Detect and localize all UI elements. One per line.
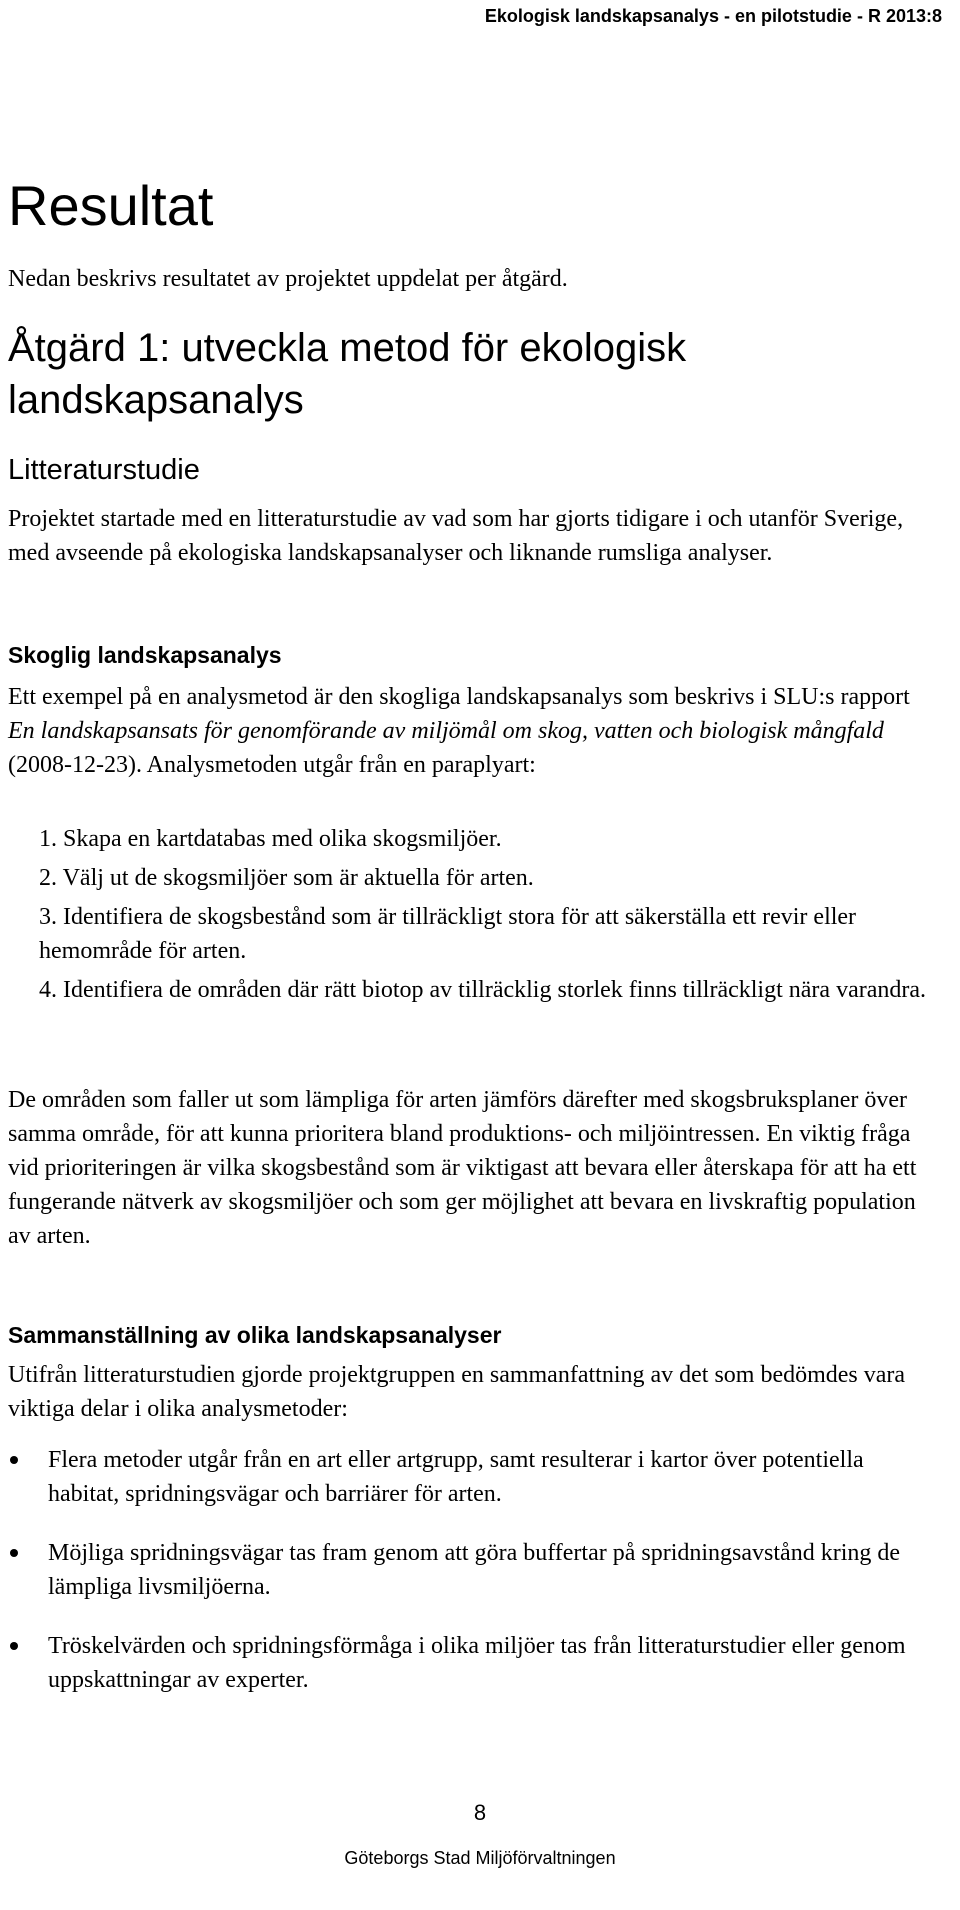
- skoglig-paragraph: [8, 680, 938, 782]
- list-item: [8, 1443, 938, 1511]
- bullet-text: Möjliga spridningsvägar tas fram genom att göra buffertar på spridningsavstånd kring de lämpliga livsmiljöerna.: [48, 1540, 901, 1600]
- step-text: Identifiera de områden där rätt biotop av tillräcklig storlek finns tillräckligt nära varandra.: [63, 977, 927, 1003]
- sammanstallning-paragraph: Utifrån litteraturstudien gjorde projektgruppen en sammanfattning av det som bedömdes vara viktiga delar i olika analysmetoder:: [8, 1362, 906, 1422]
- page-number: 8: [473, 1800, 487, 1825]
- intro-paragraph: Nedan beskrivs resultatet av projektet uppdelat per åtgärd.: [8, 266, 568, 292]
- step-text: Skapa en kartdatabas med olika skogsmiljöer.: [63, 826, 502, 852]
- step-text: Identifiera de skogsbestånd som är tillräckligt stora för att säkerställa ett revir eller hemområde för arten.: [39, 904, 857, 964]
- litteratur-paragraph: Projektet startade med en litteraturstudie av vad som har gjorts tidigare i och utanför Sverige, med avseende på ekologiska landskapsanalyser och liknande rumsliga analyser.: [8, 506, 904, 566]
- skoglig-after-paragraph: De områden som faller ut som lämpliga för arten jämförs därefter med skogsbruksplaner över samma område, för att kunna prioritera bland produktions- och miljöintressen. En viktig fråga vid prioriteringen är vilka skogsbestånd som är viktigast att bevara eller återskapa för att ha ett fungerande nätverk av skogsmiljöer och som ger möjlighet att bevara en livskraftig population av arten.: [8, 1087, 917, 1249]
- steps-list: [39, 822, 929, 1012]
- bullet-icon: [10, 1456, 18, 1464]
- list-item: [39, 900, 929, 968]
- bullet-text: Tröskelvärden och spridningsförmåga i olika miljöer tas från litteraturstudier eller genom uppskattningar av experter.: [48, 1633, 906, 1693]
- step-text: Välj ut de skogsmiljöer som är aktuella för arten.: [62, 865, 534, 891]
- bullet-list: [8, 1443, 938, 1722]
- bullet-icon: [10, 1549, 18, 1557]
- skoglig-text-part1: Ett exempel på en analysmetod är den skogliga landskapsanalys som beskrivs i SLU:s rapport: [8, 684, 910, 710]
- footer-organization: Göteborgs Stad Miljöförvaltningen: [344, 1848, 616, 1868]
- bullet-text: Flera metoder utgår från en art eller artgrupp, samt resulterar i kartor över potentiella habitat, spridningsvägar och barriärer för arten.: [48, 1447, 864, 1507]
- step-number: 4.: [39, 977, 57, 1003]
- step-number: 2.: [39, 865, 57, 891]
- step-number: 3.: [39, 904, 57, 930]
- list-item: [8, 1536, 938, 1604]
- list-item: [39, 973, 929, 1007]
- heading-resultat: Resultat: [8, 174, 214, 237]
- heading-litteraturstudie: Litteraturstudie: [8, 454, 200, 486]
- heading-sammanstallning: Sammanställning av olika landskapsanalyser: [8, 1322, 502, 1348]
- report-title: En landskapsansats för genomförande av miljömål om skog, vatten och biologisk mångfald: [8, 718, 884, 744]
- heading-atgard-1: Åtgärd 1: utveckla metod för ekologisk landskapsanalys: [8, 326, 687, 422]
- list-item: [8, 1629, 938, 1697]
- bullet-icon: [10, 1642, 18, 1650]
- step-number: 1.: [39, 826, 57, 852]
- running-header: Ekologisk landskapsanalys - en pilotstudie - R 2013:8: [484, 6, 942, 26]
- skoglig-text-part2: (2008-12-23). Analysmetoden utgår från en paraplyart:: [8, 752, 536, 778]
- list-item: [39, 861, 929, 895]
- list-item: [39, 822, 929, 856]
- heading-skoglig-landskapsanalys: Skoglig landskapsanalys: [8, 642, 282, 668]
